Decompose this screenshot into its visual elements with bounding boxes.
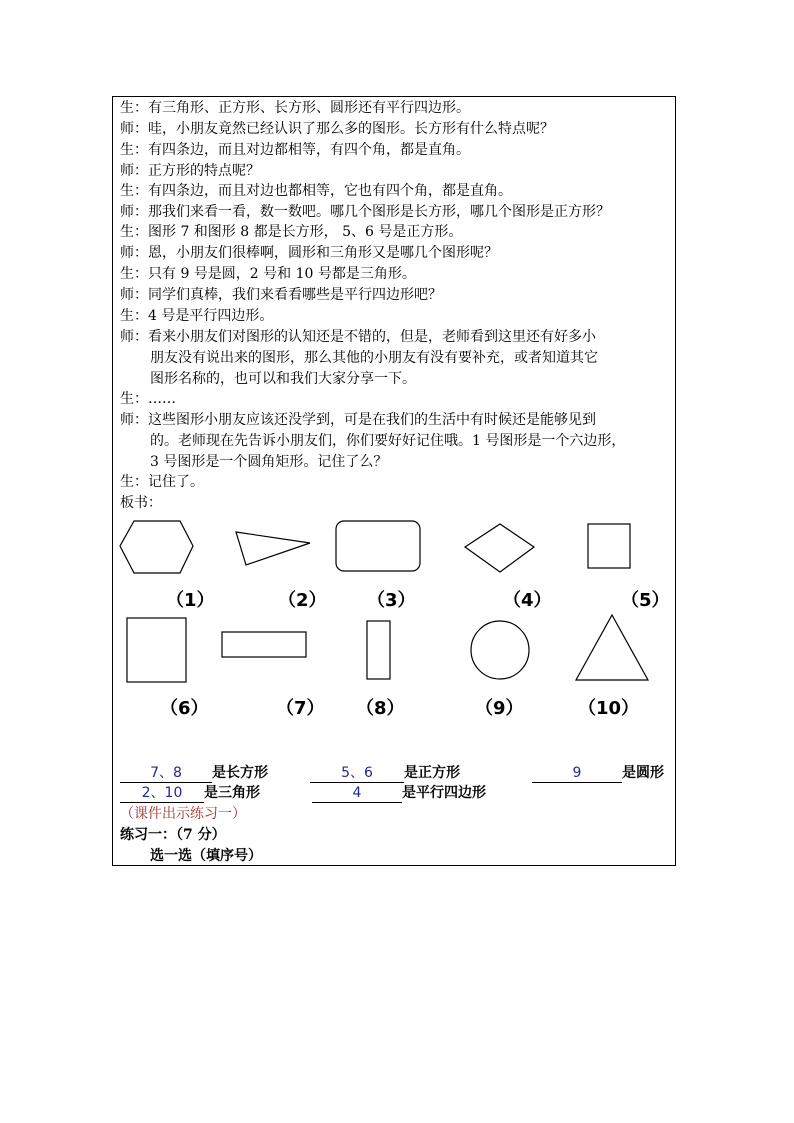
- blackboard-heading: 板书：: [120, 495, 162, 511]
- answer-rectangle-suffix: 是长方形: [212, 765, 268, 781]
- shape-label-3: （3）: [367, 590, 416, 611]
- shape-label-2: （2）: [278, 590, 327, 611]
- dialogue-line: 师：那我们来看一看，数一数吧。哪几个图形是长方形，哪几个图形是正方形？: [120, 204, 610, 220]
- answer-triangle: [120, 784, 260, 803]
- courseware-note: （课件出示练习一）: [120, 806, 246, 822]
- answer-circle: [532, 764, 664, 783]
- answer-circle-suffix: 是圆形: [622, 765, 664, 781]
- circle-shape: [471, 621, 529, 679]
- shape-label-1: （1）: [166, 590, 215, 611]
- answer-square: [310, 764, 460, 783]
- shape-label-5: （5）: [621, 590, 670, 611]
- rectangle-shape-8: [367, 621, 390, 679]
- dialogue-line: 师：哇，小朋友竟然已经认识了那么多的图形。长方形有什么特点呢？: [120, 121, 554, 137]
- dialogue-line: 师：这些图形小朋友应该还没学到，可是在我们的生活中有时候还是能够见到: [120, 412, 596, 428]
- answer-rectangle: [120, 764, 268, 783]
- answer-parallelogram-value: 4: [312, 784, 402, 803]
- square-shape-5: [588, 524, 630, 568]
- dialogue-line: 师：恩，小朋友们很棒啊，圆形和三角形又是哪几个图形呢？: [120, 245, 498, 261]
- hexagon-shape: [120, 521, 193, 573]
- shape-label-6: （6）: [160, 698, 209, 719]
- dialogue-line: 生：有三角形、正方形、长方形、圆形还有平行四边形。: [120, 100, 470, 116]
- dialogue-line: 图形名称的，也可以和我们大家分享一下。: [150, 371, 416, 387]
- answer-square-suffix: 是正方形: [404, 765, 460, 781]
- rectangle-shape-7: [222, 632, 306, 657]
- triangle-shape-10: [576, 615, 648, 680]
- dialogue-line: 生：图形 7 和图形 8 都是长方形， 5、6 号是正方形。: [120, 224, 463, 240]
- shape-label-7: （7）: [276, 698, 325, 719]
- answer-rectangle-value: 7、8: [120, 764, 212, 783]
- dialogue-line: 师：看来小朋友们对图形的认知还是不错的，但是，老师看到这里还有好多小: [120, 329, 596, 345]
- exercise-title: 练习一：（7 分）: [120, 827, 226, 843]
- answer-triangle-suffix: 是三角形: [204, 785, 260, 801]
- shape-label-9: （9）: [475, 698, 524, 719]
- triangle-shape-2: [236, 532, 310, 565]
- dialogue-line: 生：有四条边，而且对边都相等，有四个角，都是直角。: [120, 142, 470, 158]
- dialogue-line: 生：有四条边，而且对边也都相等，它也有四个角，都是直角。: [120, 183, 512, 199]
- answer-parallelogram: [312, 784, 486, 803]
- answer-square-value: 5、6: [310, 764, 404, 783]
- dialogue-line: 生：只有 9 号是圆，2 号和 10 号都是三角形。: [120, 266, 416, 282]
- answer-triangle-value: 2、10: [120, 784, 204, 803]
- shape-label-10: （10）: [578, 698, 640, 719]
- square-shape-6: [127, 618, 186, 682]
- rounded-rectangle-shape: [336, 521, 420, 571]
- answer-parallelogram-suffix: 是平行四边形: [402, 785, 486, 801]
- dialogue-line: 3 号图形是一个圆角矩形。记住了么？: [150, 454, 388, 470]
- dialogue-line: 的。老师现在先告诉小朋友们，你们要好好记住哦。1 号图形是一个六边形，: [150, 433, 626, 449]
- dialogue-line: 生：记住了。: [120, 474, 204, 490]
- dialogue-line: 朋友没有说出来的图形，那么其他的小朋友有没有要补充，或者知道其它: [150, 350, 598, 366]
- shape-label-8: （8）: [356, 698, 405, 719]
- dialogue-line: 师：正方形的特点呢？: [120, 163, 260, 179]
- shape-label-4: （4）: [503, 590, 552, 611]
- dialogue-line: 生：……: [120, 391, 176, 407]
- answer-circle-value: 9: [532, 764, 622, 783]
- dialogue-line: 师：同学们真棒，我们来看看哪些是平行四边形吧？: [120, 287, 442, 303]
- rhombus-shape: [465, 524, 534, 572]
- exercise-instruction: 选一选（填序号）: [150, 848, 262, 864]
- dialogue-line: 生：4 号是平行四边形。: [120, 308, 274, 324]
